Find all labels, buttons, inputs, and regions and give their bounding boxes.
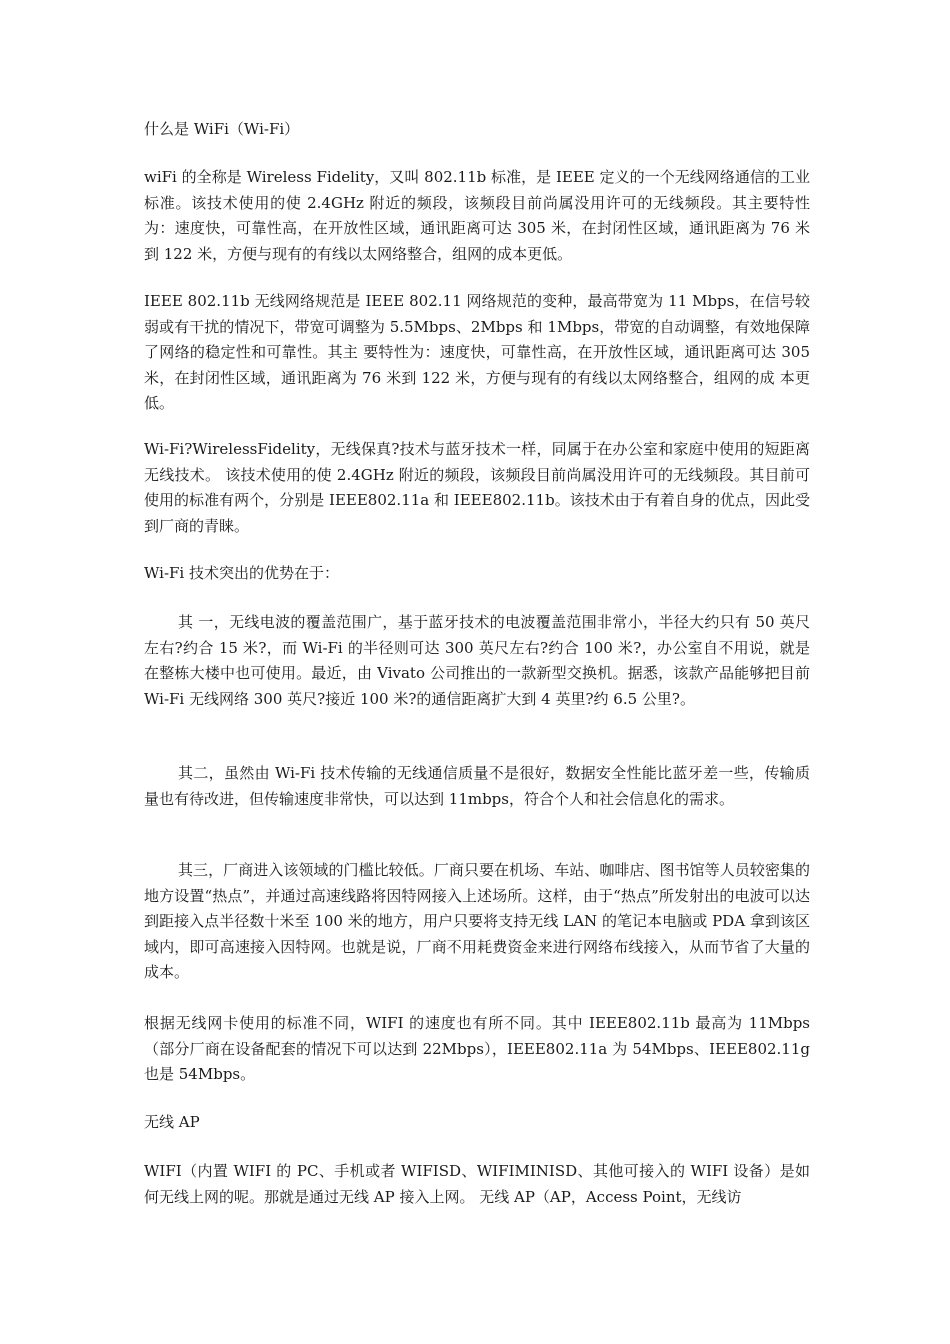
doc-paragraph-advantages-heading: Wi-Fi 技术突出的优势在于： [144, 564, 339, 582]
doc-paragraph-80211b-spec: IEEE 802.11b 无线网络规范是 IEEE 802.11 网络规范的变种，最高带宽为 11 Mbps，在信号较弱或有干扰的情况下，带宽可调整为 5.5Mbps、2Mbps 和 1Mbps，带宽的自动调整，有效地保障了网络的稳定性和可靠性。其主 要特性为：速度快，可靠性高，在开放性区域，通讯距离可达 305 米，在封闭性区域，通讯距离为 76 米到 122 米，方便与现有的有线以太网络整合，组网的成 本更低。 [144, 292, 810, 412]
doc-paragraph-wifi-definition: wiFi 的全称是 Wireless Fidelity，又叫 802.11b 标准，是 IEEE 定义的一个无线网络通信的工业标准。该技术使用的使 2.4GHz 附近的频段，该频段目前尚属没用许可的无线频段。其主要特性为：速度快，可靠性高，在开放性区域，通讯距离可达 305 米，在封闭性区域，通讯距离为 76 米到 122 米，方便与现有的有线以太网络整合，组网的成本更低。 [144, 168, 810, 263]
doc-paragraph-advantage-2: 其二，虽然由 Wi-Fi 技术传输的无线通信质量不是很好，数据安全性能比蓝牙差一些，传输质量也有待改进，但传输速度非常快，可以达到 11mbps，符合个人和社会信息化的需求。 [144, 764, 810, 808]
doc-heading-what-is-wifi: 什么是 WiFi（Wi-Fi） [144, 120, 300, 138]
doc-paragraph-advantage-3: 其三，厂商进入该领域的门槛比较低。厂商只要在机场、车站、咖啡店、图书馆等人员较密集的地方设置“热点”，并通过高速线路将因特网接入上述场所。这样，由于“热点”所发射出的电波可以达到距接入点半径数十米至 100 米的地方，用户只要将支持无线 LAN 的笔记本电脑或 PDA 拿到该区域内，即可高速接入因特网。也就是说，厂商不用耗费资金来进行网络布线接入，从而节省了大量的成本。 [144, 861, 810, 981]
doc-paragraph-speed-standards: 根据无线网卡使用的标准不同，WIFI 的速度也有所不同。其中 IEEE802.11b 最高为 11Mbps（部分厂商在设备配套的情况下可以达到 22Mbps），IEEE802.11a 为 54Mbps、IEEE802.11g 也是 54Mbps。 [144, 1014, 810, 1083]
doc-paragraph-advantage-1: 其 一，无线电波的覆盖范围广，基于蓝牙技术的电波覆盖范围非常小，半径大约只有 50 英尺左右?约合 15 米?，而 Wi-Fi 的半径则可达 300 英尺左右?约合 100 米?，办公室自不用说，就是在整栋大楼中也可使用。最近，由 Vivato 公司推出的一款新型交换机。据悉，该款产品能够把目前 Wi-Fi 无线网络 300 英尺?接近 100 米?的通信距离扩大到 4 英里?约 6.5 公里?。 [144, 613, 810, 708]
doc-heading-wireless-ap: 无线 AP [144, 1113, 200, 1131]
doc-paragraph-wireless-fidelity: Wi-Fi?WirelessFidelity，无线保真?技术与蓝牙技术一样，同属于在办公室和家庭中使用的短距离无线技术。 该技术使用的使 2.4GHz 附近的频段，该频段目前尚属没用许可的无线频段。其目前可使用的标准有两个，分别是 IEEE802.11a 和 IEEE802.11b。该技术由于有着自身的优点，因此受到厂商的青睐。 [144, 440, 810, 535]
doc-paragraph-wireless-ap: WIFI（内置 WIFI 的 PC、手机或者 WIFISD、WIFIMINISD、其他可接入的 WIFI 设备）是如何无线上网的呢。那就是通过无线 AP 接入上网。 无线 AP（AP，Access Point，无线访 [144, 1162, 810, 1206]
